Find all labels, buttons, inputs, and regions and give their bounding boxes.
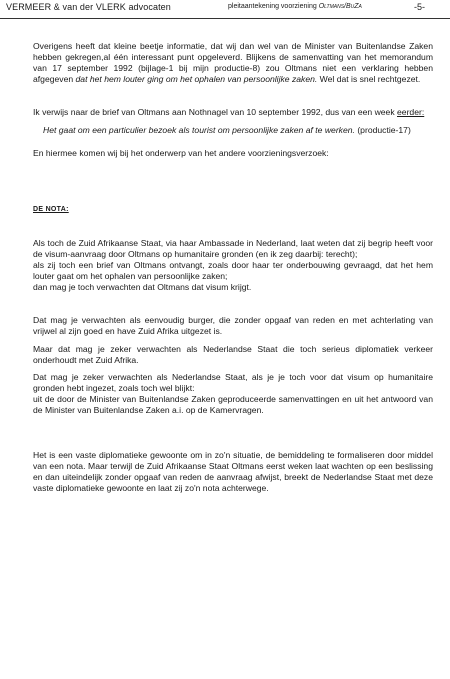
paragraph-humanitarian-line-2: uit de door de Minister van Buitenlandse Zaken geproduceerde samenvattingen en uit het antwoord van de Minister van Buitenlandse Zaken a.i. op de Kamervragen. xyxy=(33,394,433,416)
document-title xyxy=(228,3,362,10)
paragraph-citizen: Dat mag je verwachten als eenvoudig burger, die zonder opgaaf van reden en met achterlating van vrijwel al zijn goed en have Zuid Afrika uitgezet is. xyxy=(33,314,433,336)
page-number: -5- xyxy=(414,2,425,12)
paragraph-nota-line-3: dan mag je toch verwachten dat Oltmans dat visum krijgt. xyxy=(33,281,252,292)
paragraph-transition: En hiermee komen wij bij het onderwerp van het andere voorzieningsverzoek: xyxy=(33,148,329,159)
document-body xyxy=(33,41,433,494)
quote-text: Het gaat om een particulier bezoek als tourist om persoonlijke zaken af te werken. xyxy=(43,124,355,135)
paragraph-state: Maar dat mag je zeker verwachten als Nederlandse Staat die toch serieus diplomatiek verkeer onderhoudt met Zuid Afrika. xyxy=(33,343,433,365)
document-parties: Oltmans/BuZa xyxy=(318,3,362,10)
paragraph-letter-reference xyxy=(33,107,433,118)
block-quote xyxy=(33,125,433,136)
paragraph-humanitarian-line-1: Dat mag je zeker verwachten als Nederlandse Staat, als je je toch voor dat visum op humanitaire gronden hebt ingezet, zoals toch wel blijkt: xyxy=(33,372,433,394)
paragraph-text: Overigens heeft dat kleine beetje informatie, dat wij dan wel van de Minister van Buitenlandse Zaken hebben gekregen,al één interessant punt opgeleverd. Blijkens de samenvatting van het memorandum van 17 september 1992 (bijlage-1 bij mijn productie-8) zou Oltmans niet een verklaring hebben afgegeven xyxy=(33,41,433,84)
firm-name: VERMEER & van der VLERK advocaten xyxy=(6,2,171,12)
paragraph-nota-line-1: Als toch de Zuid Afrikaanse Staat, via haar Ambassade in Nederland, laat weten dat zij begrip heeft voor de visum-aanvraag door Oltmans op humanitaire gronden (en ik zeg daarbij: terecht); xyxy=(33,238,433,260)
paragraph-information xyxy=(33,41,433,85)
paragraph-nota-line-2: als zij toch een brief van Oltmans ontvangt, zoals door haar ter onderbouwing gevraagd, dat het hem louter gaat om het ophalen van persoonlijke zaken; xyxy=(33,260,433,281)
paragraph-text: Wel dat is snel rechtgezet. xyxy=(317,73,421,84)
paragraph-underline: eerder: xyxy=(397,106,425,117)
paragraph-text: Ik verwijs naar de brief van Oltmans aan Nothnagel van 10 september 1992, dus van een week xyxy=(33,106,398,117)
document-title-prefix: pleitaantekening voorziening xyxy=(228,3,317,10)
paragraph-diplomatic-custom: Het is een vaste diplomatieke gewoonte om in zo'n situatie, de bemiddeling te formaliseren door middel van een nota. Maar terwijl de Zuid Afrikaanse Staat Oltmans eerst weken laat wachten op een beslissing en dan uiteindelijk zonder opgaaf van reden de aanvraag afwijst, breekt de Nederlandse Staat met deze vaste diplomatieke gewoonte en laat zij zo'n nota achterwege. xyxy=(33,450,433,493)
quote-reference: (productie-17) xyxy=(354,124,411,135)
section-heading: DE NOTA: xyxy=(33,206,69,214)
page-header xyxy=(0,0,450,19)
paragraph-emphasis: dat het hem louter ging om het ophalen van persoonlijke zaken. xyxy=(75,73,318,84)
